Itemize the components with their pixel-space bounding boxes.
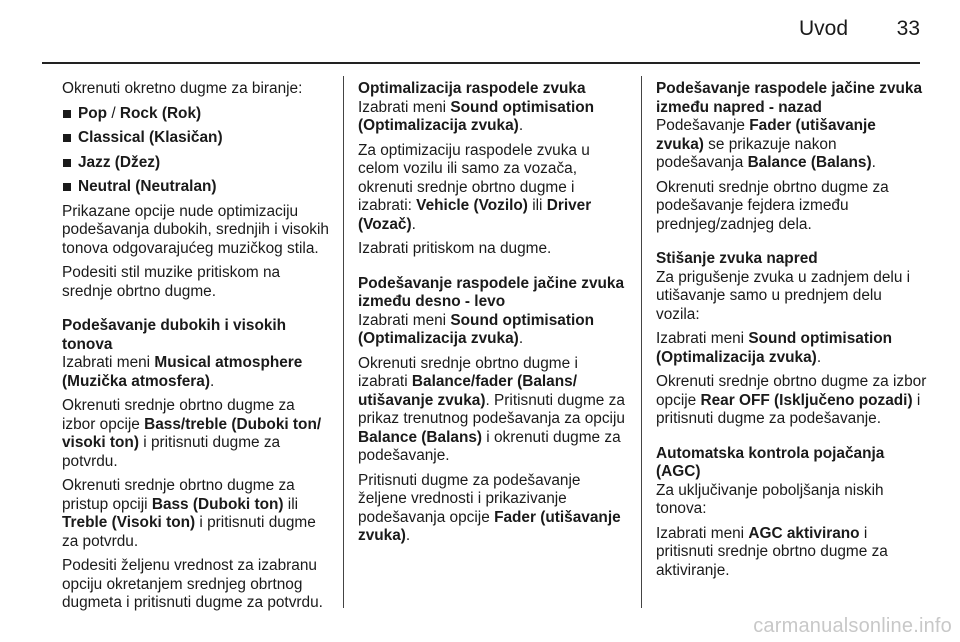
paragraph-opt-2: Za optimizaciju raspodele zvuka u celom vozilu ili samo za vozača, okrenuti srednje obrtno dugme i izabrati: Vehicle (Vozilo) ili Driver (Vozač). <box>358 141 592 233</box>
heading-sound-optimisation: Optimalizacija raspodele zvuka <box>358 80 586 97</box>
column-divider-2 <box>641 76 642 608</box>
bullet-jazz: Jazz (Džez) <box>62 154 330 173</box>
page-number: 33 <box>896 17 920 40</box>
paragraph-bass-4: Podesiti željenu vrednost za izabranu opciju okretanjem srednjeg obrtnog dugmeta i pritisnuti dugme za potvrdu. <box>62 557 323 611</box>
paragraph-opt-3: Izabrati pritiskom na dugme. <box>358 240 552 257</box>
paragraph-bal-3: Pritisnuti dugme za podešavanje željene vrednosti i prikazivanje podešavanja opcije Fader (utišavanje zvuka). <box>358 471 621 544</box>
paragraph-fad-1: Podešavanje Fader (utišavanje zvuka) se prikazuje nakon podešavanja Balance (Balans). <box>656 117 876 171</box>
watermark-text: carmanualsonline.info <box>753 615 952 637</box>
page-header <box>0 0 960 62</box>
bullet-classical: Classical (Klasičan) <box>62 129 330 148</box>
header-rule <box>42 62 920 64</box>
paragraph-rear-3: Okrenuti srednje obrtno dugme za izbor opcije Rear OFF (Isključeno pozadi) i pritisnuti dugme za podešavanje. <box>656 373 927 427</box>
column-3 <box>656 80 928 586</box>
paragraph-rear-1: Za prigušenje zvuka u zadnjem delu i utišavanje samo u prednjem delu vozila: <box>656 268 911 323</box>
paragraph-agc-1: Za uključivanje poboljšanja niskih tonova: <box>656 481 884 517</box>
heading-fader: Podešavanje raspodele jačine zvuka između napred - nazad <box>656 80 923 116</box>
column-1 <box>62 80 330 619</box>
bullet-neutral: Neutral (Neutralan) <box>62 178 330 197</box>
heading-agc: Automatska kontrola pojačanja (AGC) <box>656 444 885 480</box>
heading-bass-treble: Podešavanje dubokih i visokih tonova <box>62 317 287 353</box>
paragraph-bal-1: Izabrati meni Sound optimisation (Optimalizacija zvuka). <box>358 311 595 347</box>
paragraph-bass-1: Izabrati meni Musical atmosphere (Muzička atmosfera). <box>62 354 303 390</box>
paragraph-fad-2: Okrenuti srednje obrtno dugme za podešavanje fejdera između prednjeg/zadnjeg dela. <box>656 178 889 233</box>
intro-text: Okrenuti okretno dugme za biranje: <box>62 80 303 97</box>
heading-balance: Podešavanje raspodele jačine zvuka između desno - levo <box>358 274 625 310</box>
column-2 <box>358 80 626 552</box>
paragraph-opt-1: Izabrati meni Sound optimisation (Optimalizacija zvuka). <box>358 98 595 134</box>
bullet-pop-rock: Pop / Rock (Rok) <box>62 105 330 124</box>
paragraph-rear-2: Izabrati meni Sound optimisation (Optimalizacija zvuka). <box>656 330 893 366</box>
paragraph-set-style: Podesiti stil muzike pritiskom na srednje obrtno dugme. <box>62 264 281 300</box>
column-divider-1 <box>343 76 344 608</box>
paragraph-agc-2: Izabrati meni AGC aktivirano i pritisnuti srednje obrtno dugme za aktiviranje. <box>656 524 888 579</box>
section-title: Uvod <box>798 17 848 40</box>
heading-rear-off: Stišanje zvuka napred <box>656 250 818 267</box>
paragraph-bass-3: Okrenuti srednje obrtno dugme za pristup opciji Bass (Duboki ton) ili Treble (Visoki ton) i pritisnuti dugme za potvrdu. <box>62 477 316 550</box>
paragraph-bass-2: Okrenuti srednje obrtno dugme za izbor opcije Bass/treble (Duboki ton/ visoki ton) i pritisnuti dugme za potvrdu. <box>62 397 322 470</box>
paragraph-bal-2: Okrenuti srednje obrtno dugme i izabrati Balance/fader (Balans/ utišavanje zvuka). Pritisnuti dugme za prikaz trenutnog podešavanja za opciju Balance (Balans) i okrenuti dugme za podešavanje. <box>358 354 625 464</box>
paragraph-offers: Prikazane opcije nude optimizaciju podešavanja dubokih, srednjih i visokih tonova odgovarajućeg muzičkog stila. <box>62 202 329 257</box>
